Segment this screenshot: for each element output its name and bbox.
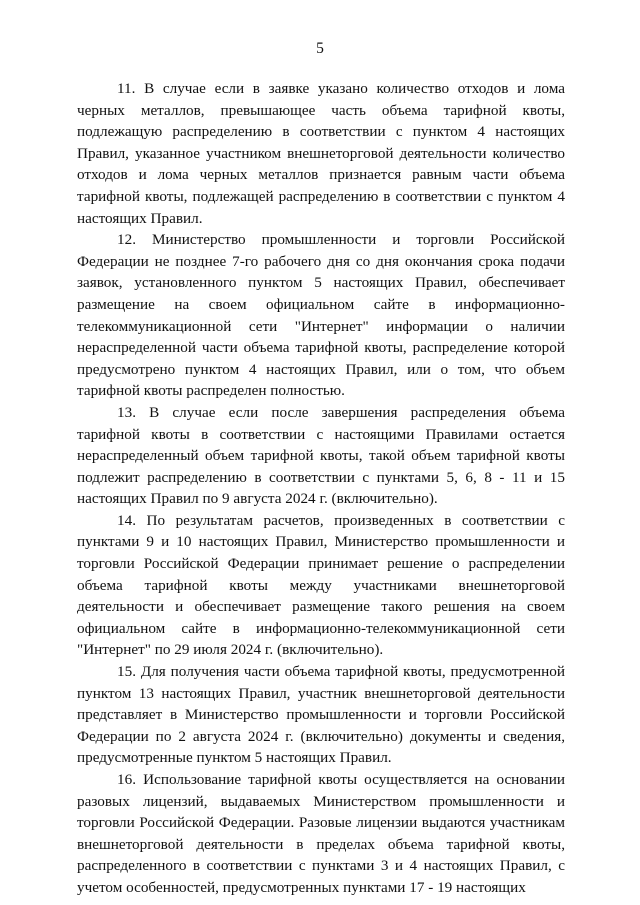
paragraph-11: 11. В случае если в заявке указано количество отходов и лома черных металлов, превышающее часть объема тарифной квоты, подлежащую распределению в соответствии с пунктом 4 настоящих Правил, указанное участником внешнеторговой деятельности количество отходов и лома черных металлов признается равным части объема тарифной квоты, подлежащей распределению в соответствии с пунктом 4 настоящих Правил. <box>77 80 565 227</box>
document-body <box>77 78 565 899</box>
page-number: 5 <box>316 40 324 57</box>
paragraph-12: 12. Министерство промышленности и торговли Российской Федерации не позднее 7-го рабочего дня со дня окончания срока подачи заявок, установленного пунктом 5 настоящих Правил, обеспечивает размещение на своем официальном сайте в информационно-телекоммуникационной сети "Интернет" информации о наличии нераспределенной части объема тарифной квоты, распределение которой предусмотрено пунктом 4 настоящих Правил, или о том, что объем тарифной квоты распределен полностью. <box>77 231 565 400</box>
paragraph-13: 13. В случае если после завершения распределения объема тарифной квоты в соответствии с настоящими Правилами остается нераспределенный объем тарифной квоты, такой объем тарифной квоты подлежит распределению в соответствии с пунктами 5, 6, 8 - 11 и 15 настоящих Правил по 9 августа 2024 г. (включительно). <box>77 403 565 508</box>
paragraph-15: 15. Для получения части объема тарифной квоты, предусмотренной пунктом 13 настоящих Правил, участник внешнеторговой деятельности представляет в Министерство промышленности и торговли Российской Федерации по 2 августа 2024 г. (включительно) документы и сведения, предусмотренные пунктом 5 настоящих Правил. <box>77 663 565 767</box>
paragraph-14: 14. По результатам расчетов, произведенных в соответствии с пунктами 9 и 10 настоящих Правил, Министерство промышленности и торговли Российской Федерации принимает решение о распределении объема тарифной квоты между участниками внешнеторговой деятельности и обеспечивает размещение такого решения на своем официальном сайте в информационно-телекоммуникационной сети "Интернет" по 29 июля 2024 г. (включительно). <box>77 511 565 659</box>
paragraph-16: 16. Использование тарифной квоты осуществляется на основании разовых лицензий, выдаваемых Министерством промышленности и торговли Российской Федерации. Разовые лицензии выдаются участникам внешнеторговой деятельности в пределах объема тарифной квоты, распределенного в соответствии с пунктами 3 и 4 настоящих Правил, с учетом особенностей, предусмотренных пунктами 17 - 19 настоящих <box>77 771 565 896</box>
